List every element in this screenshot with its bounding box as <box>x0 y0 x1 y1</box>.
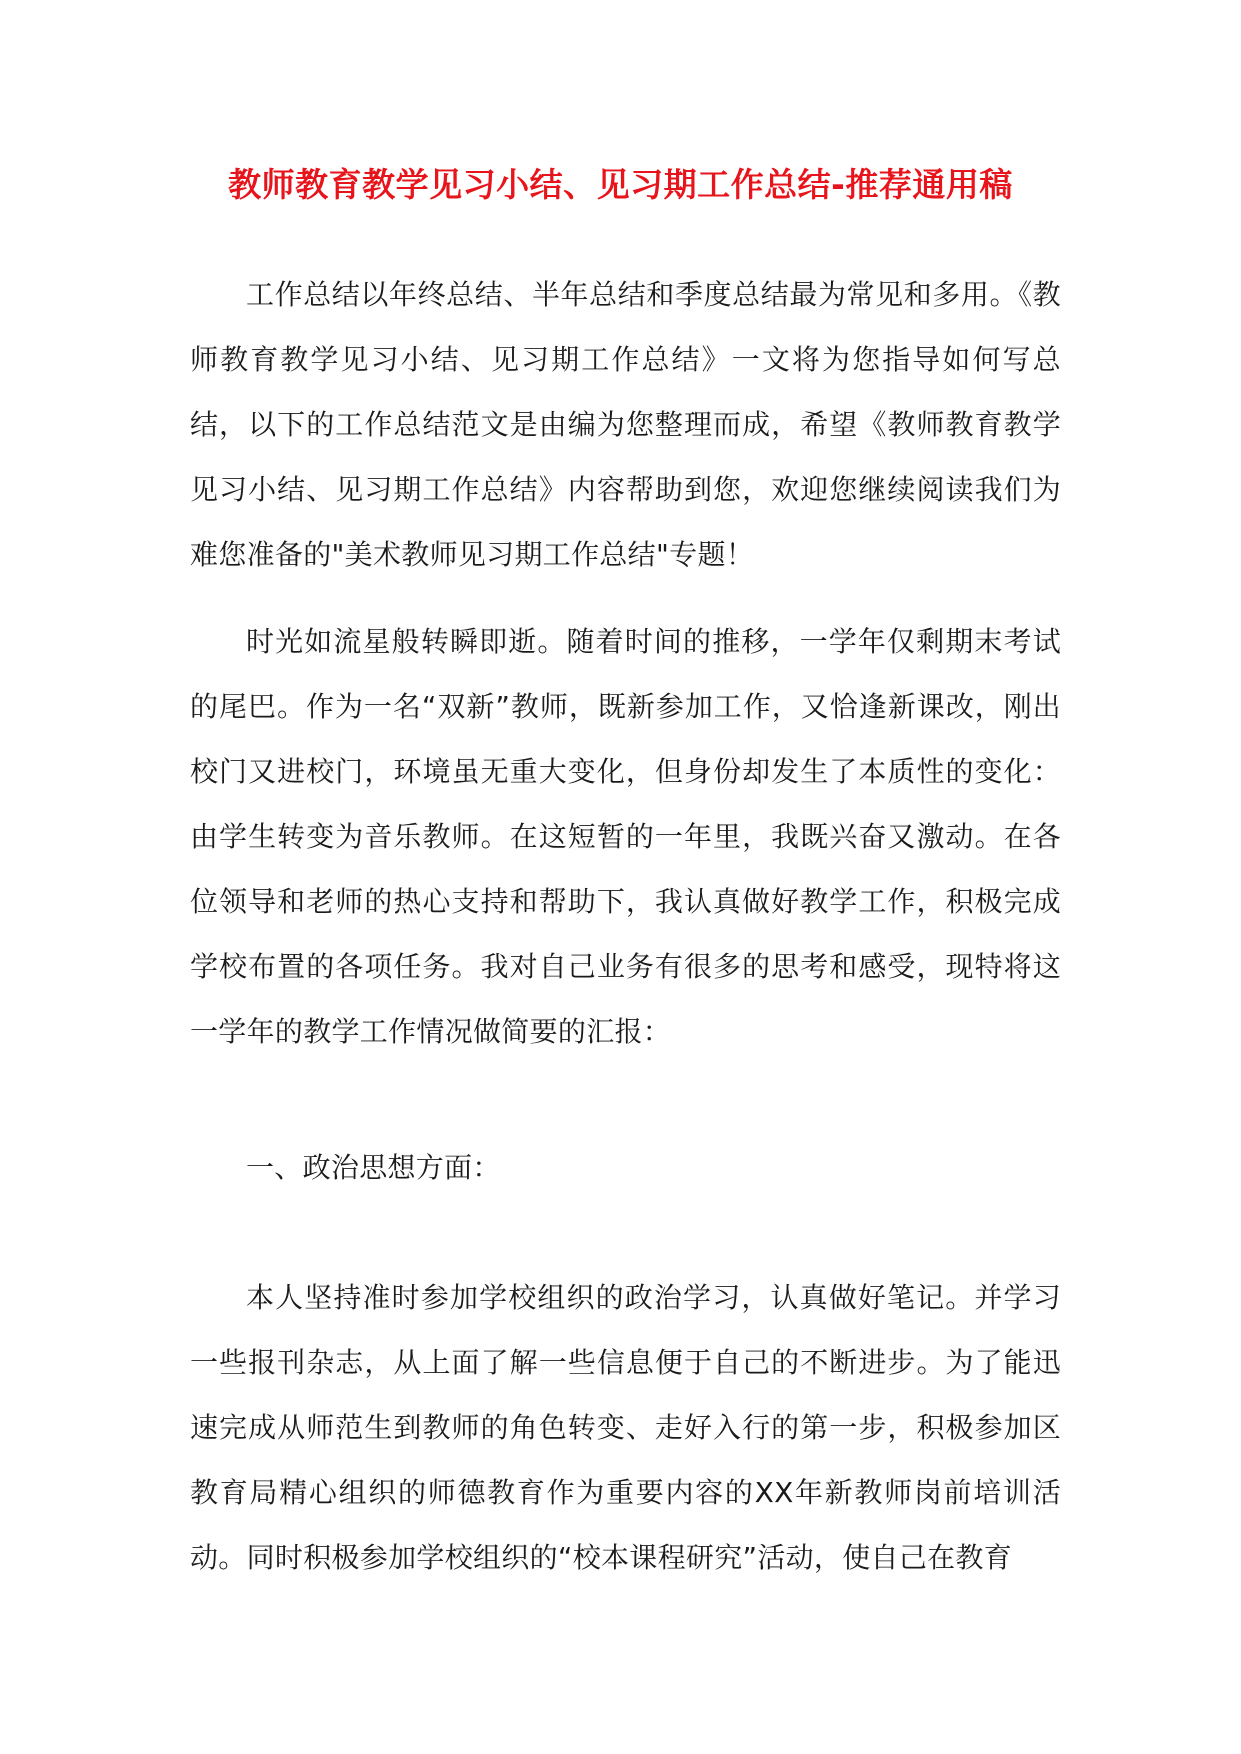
section-heading: 一、政治思想方面： <box>246 1151 501 1184</box>
summary-paragraph: 时光如流星般转瞬即逝。随着时间的推移，一学年仅剩期末考试的尾巴。作为一名“双新”教师，既新参加工作，又恰逢新课改，刚出校门又进校门，环境虽无重大变化，但身份却发生了本质性的变化：由学生转变为音乐教师。在这短暂的一年里，我既兴奋又激动。在各位领导和老师的热心支持和帮助下，我认真做好教学工作，积极完成学校布置的各项任务。我对自己业务有很多的思考和感受，现特将这一学年的教学工作情况做简要的汇报： <box>190 625 1061 1048</box>
intro-paragraph: 工作总结以年终总结、半年总结和季度总结最为常见和多用。《教师教育教学见习小结、见习期工作总结》一文将为您指导如何写总结，以下的工作总结范文是由编为您整理而成，希望《教师教育教学见习小结、见习期工作总结》内容帮助到您，欢迎您继续阅读我们为难您准备的"美术教师见习期工作总结"专题！ <box>190 278 1061 571</box>
section-paragraph: 本人坚持准时参加学校组织的政治学习，认真做好笔记。并学习一些报刊杂志，从上面了解一些信息便于自己的不断进步。为了能迅速完成从师范生到教师的角色转变、走好入行的第一步，积极参加区教育局精心组织的师德教育作为重要内容的XX年新教师岗前培训活动。同时积极参加学校组织的“校本课程研究”活动，使自己在教育 <box>190 1281 1061 1574</box>
document-title: 教师教育教学见习小结、见习期工作总结-推荐通用稿 <box>228 165 1013 204</box>
